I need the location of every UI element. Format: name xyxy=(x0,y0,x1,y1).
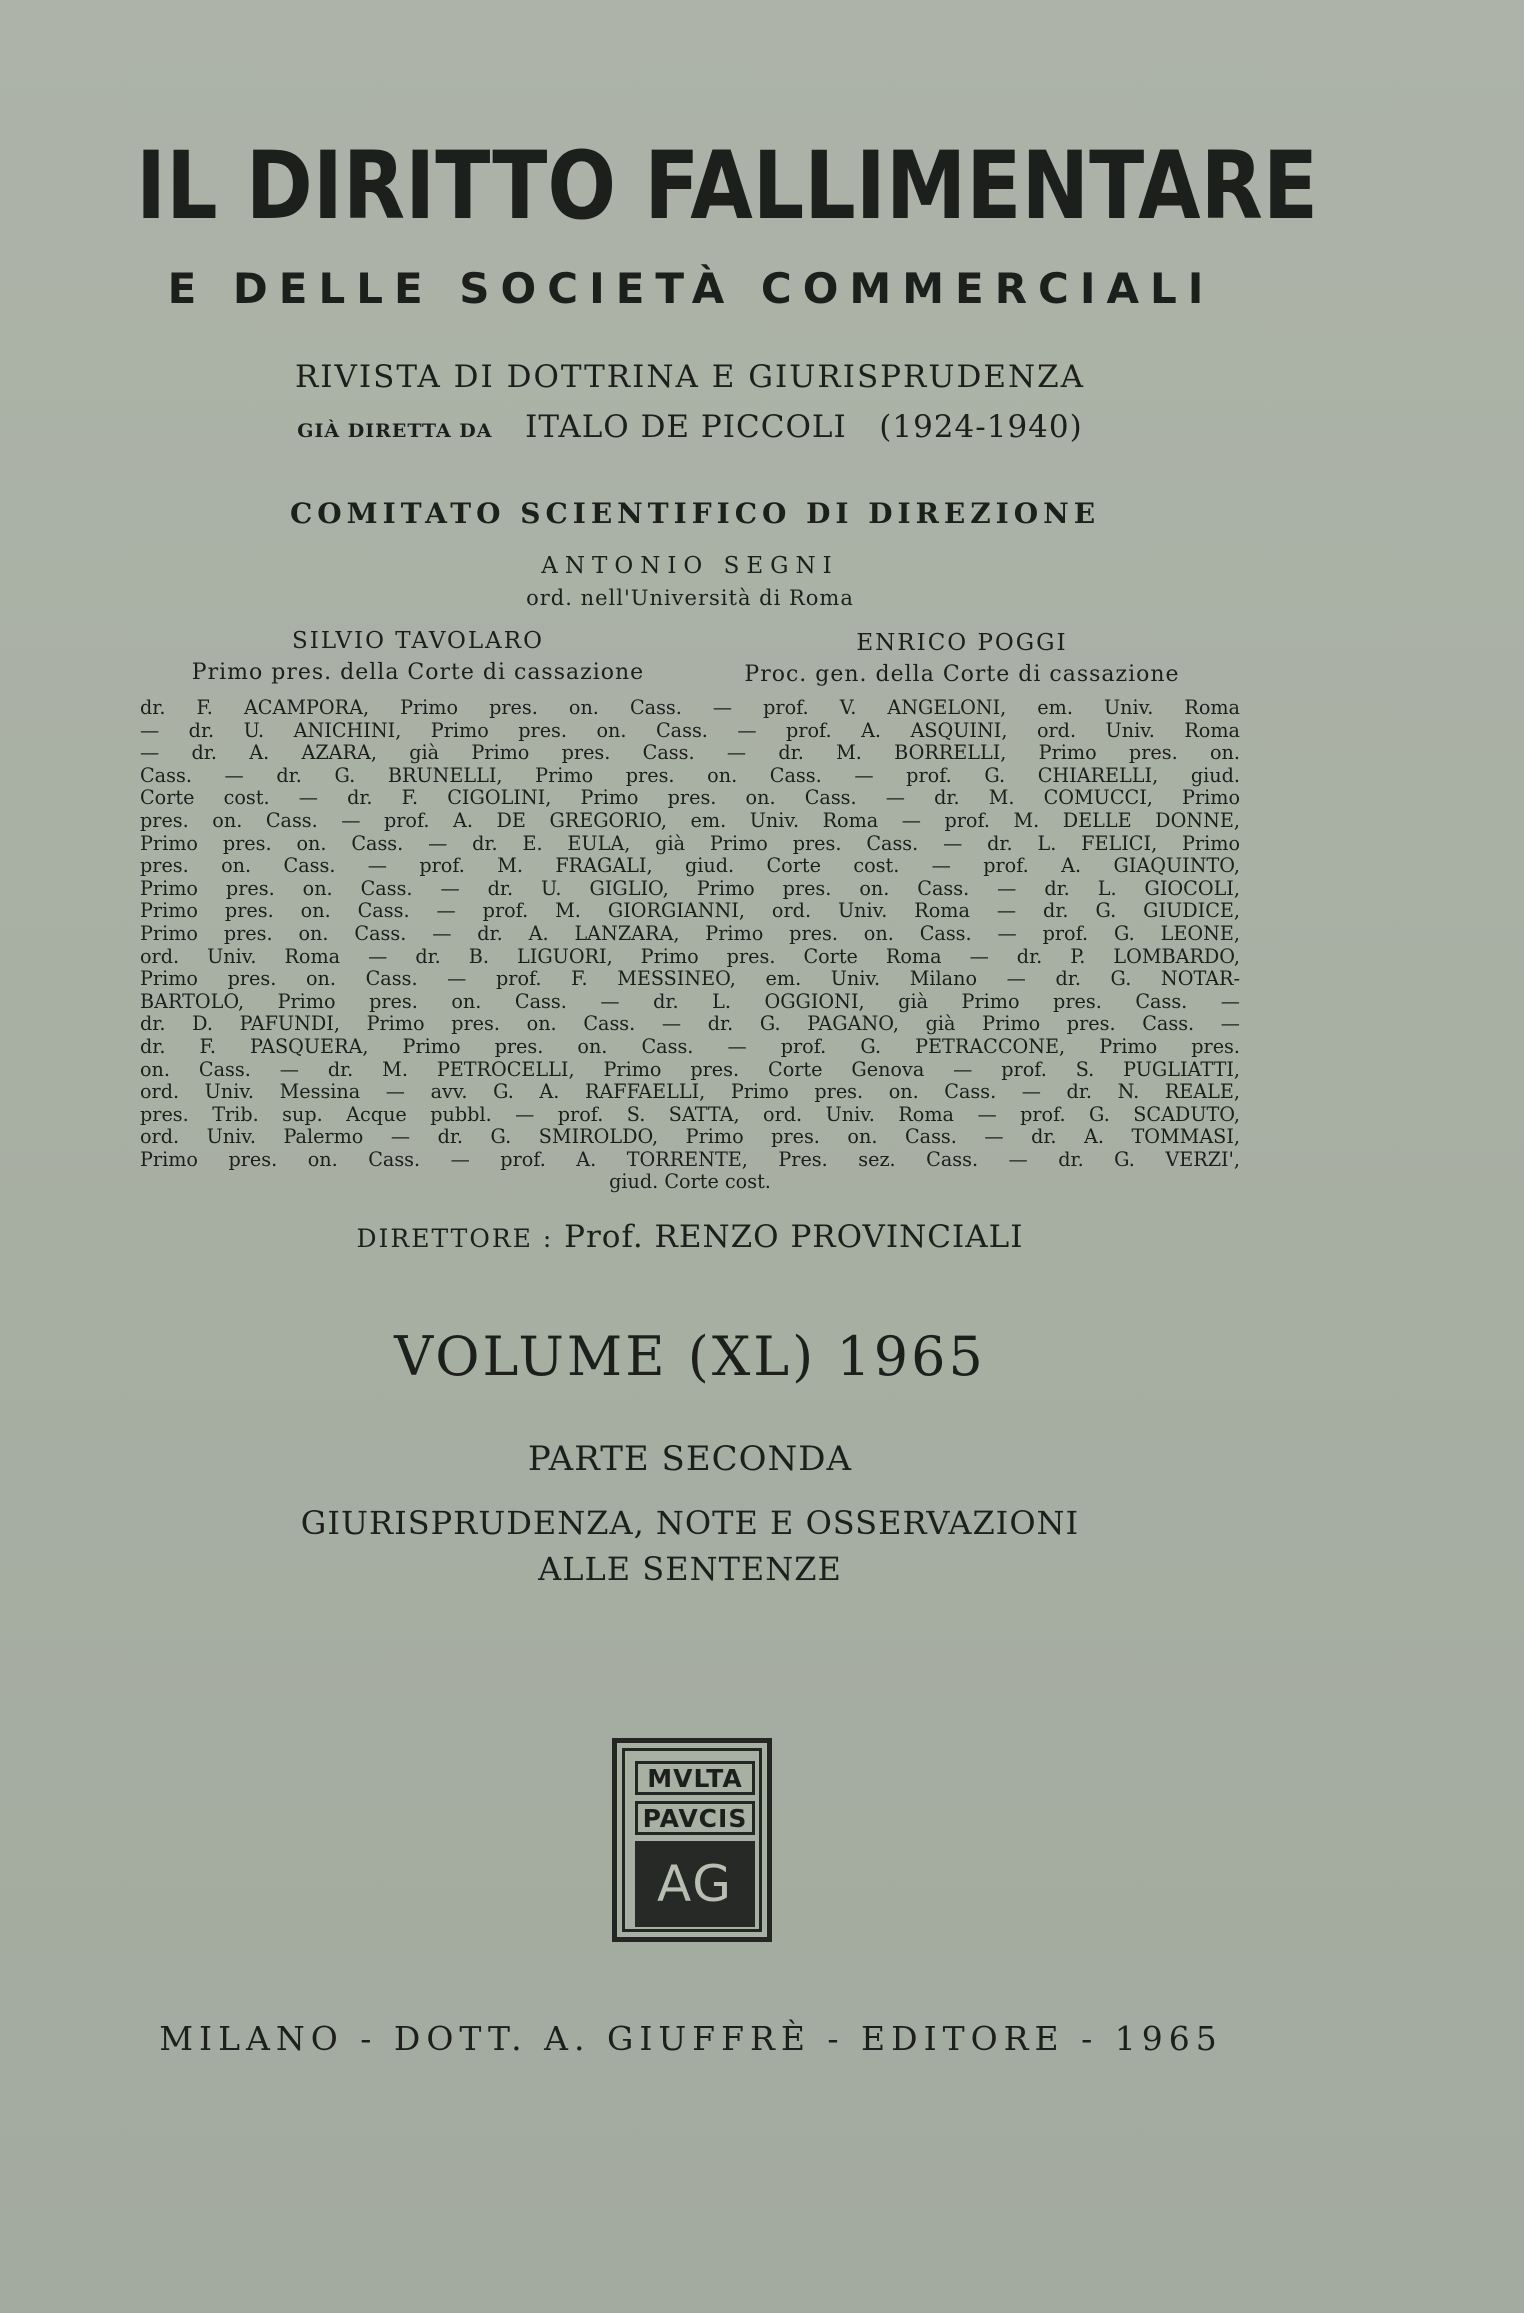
former-director-line xyxy=(270,409,1110,445)
section-title-line2: ALLE SENTENZE xyxy=(538,1550,842,1588)
members-line: Cass. — dr. G. BRUNELLI, Primo pres. on. Cass. — prof. G. CHIARELLI, giud. xyxy=(140,763,1240,787)
members-line: Primo pres. on. Cass. — prof. F. MESSINEO, em. Univ. Milano — dr. G. NOTAR- xyxy=(140,967,1240,991)
members-line: — dr. U. ANICHINI, Primo pres. on. Cass. — prof. A. ASQUINI, ord. Univ. Roma xyxy=(140,718,1240,742)
committee-members-list xyxy=(140,697,1240,1194)
director-name: Prof. RENZO PROVINCIALI xyxy=(564,1219,1024,1255)
members-line: on. Cass. — dr. M. PETROCELLI, Primo pres. Corte Genova — prof. S. PUGLIATTI, xyxy=(140,1057,1240,1081)
director-line xyxy=(290,1219,1090,1255)
publisher-imprint: MILANO - DOTT. A. GIUFFRÈ - EDITORE - 1965 xyxy=(159,2019,1223,2058)
members-line: dr. F. ACAMPORA, Primo pres. on. Cass. — prof. V. ANGELONI, em. Univ. Roma xyxy=(140,696,1240,719)
committee-left-name: SILVIO TAVOLARO xyxy=(292,628,544,654)
committee-president-name: ANTONIO SEGNI xyxy=(541,553,839,579)
members-line: Corte cost. — dr. F. CIGOLINI, Primo pres. on. Cass. — dr. M. COMUCCI, Primo xyxy=(140,786,1240,810)
members-line: dr. D. PAFUNDI, Primo pres. on. Cass. — dr. G. PAGANO, già Primo pres. Cass. — xyxy=(140,1012,1240,1036)
members-line: Primo pres. on. Cass. — dr. A. LANZARA, Primo pres. on. Cass. — prof. G. LEONE, xyxy=(140,921,1240,945)
members-line: Primo pres. on. Cass. — dr. U. GIGLIO, Primo pres. on. Cass. — dr. L. GIOCOLI, xyxy=(140,876,1240,900)
members-line: Primo pres. on. Cass. — dr. E. EULA, già Primo pres. Cass. — dr. L. FELICI, Primo xyxy=(140,831,1240,855)
members-line: ord. Univ. Palermo — dr. G. SMIROLDO, Primo pres. on. Cass. — dr. A. TOMMASI, xyxy=(140,1125,1240,1149)
journal-subtitle: E DELLE SOCIETÀ COMMERCIALI xyxy=(167,264,1215,313)
members-line: — dr. A. AZARA, già Primo pres. Cass. — dr. M. BORRELLI, Primo pres. on. xyxy=(140,741,1240,765)
former-director-label: GIÀ DIRETTA DA xyxy=(297,420,493,442)
members-line: BARTOLO, Primo pres. on. Cass. — dr. L. OGGIONI, già Primo pres. Cass. — xyxy=(140,989,1240,1013)
members-line: giud. Corte cost. xyxy=(609,1170,771,1194)
members-line: Primo pres. on. Cass. — prof. M. GIORGIANNI, ord. Univ. Roma — dr. G. GIUDICE, xyxy=(140,899,1240,923)
members-line: ord. Univ. Messina — avv. G. A. RAFFAELLI, Primo pres. on. Cass. — dr. N. REALE, xyxy=(140,1080,1240,1104)
journal-tagline: RIVISTA DI DOTTRINA E GIURISPRUDENZA xyxy=(294,359,1086,395)
part-title: PARTE SECONDA xyxy=(527,1439,853,1479)
logo-monogram: AG xyxy=(635,1841,755,1927)
members-line: pres. Trib. sup. Acque pubbl. — prof. S. SATTA, ord. Univ. Roma — prof. G. SCADUTO, xyxy=(140,1102,1240,1126)
committee-right-role: Proc. gen. della Corte di cassazione xyxy=(744,662,1180,687)
members-line: Primo pres. on. Cass. — prof. A. TORRENTE, Pres. sez. Cass. — dr. G. VERZI', xyxy=(140,1147,1240,1171)
committee-left-role: Primo pres. della Corte di cassazione xyxy=(191,660,645,685)
logo-word-paucis: PAVCIS xyxy=(635,1801,755,1835)
journal-title: IL DIRITTO FALLIMENTARE xyxy=(136,132,1319,241)
former-director-name: ITALO DE PICCOLI xyxy=(525,409,847,445)
members-line: pres. on. Cass. — prof. M. FRAGALI, giud. Corte cost. — prof. A. GIAQUINTO, xyxy=(140,854,1240,878)
logo-word-multa: MVLTA xyxy=(635,1761,755,1795)
volume-title: VOLUME (XL) 1965 xyxy=(394,1325,986,1388)
publisher-logo xyxy=(612,1738,772,1942)
members-line: pres. on. Cass. — prof. A. DE GREGORIO, em. Univ. Roma — prof. M. DELLE DONNE, xyxy=(140,808,1240,832)
section-title-line1: GIURISPRUDENZA, NOTE E OSSERVAZIONI xyxy=(300,1504,1080,1542)
committee-president-role: ord. nell'Università di Roma xyxy=(526,586,854,610)
director-label: DIRETTORE : xyxy=(356,1224,554,1253)
logo-inner-frame xyxy=(622,1748,762,1932)
committee-heading: COMITATO SCIENTIFICO DI DIREZIONE xyxy=(290,497,1101,530)
members-line: ord. Univ. Roma — dr. B. LIGUORI, Primo pres. Corte Roma — dr. P. LOMBARDO, xyxy=(140,944,1240,968)
members-line: dr. F. PASQUERA, Primo pres. on. Cass. — prof. G. PETRACCONE, Primo pres. xyxy=(140,1034,1240,1058)
former-director-years: (1924-1940) xyxy=(879,409,1083,445)
committee-right-name: ENRICO POGGI xyxy=(856,630,1068,656)
